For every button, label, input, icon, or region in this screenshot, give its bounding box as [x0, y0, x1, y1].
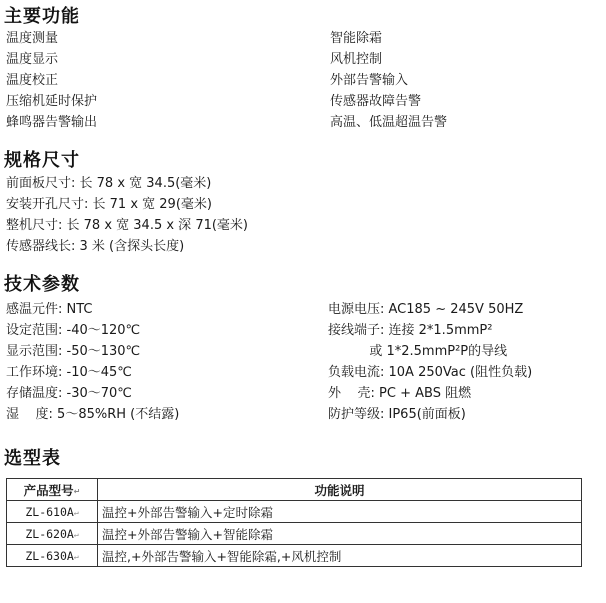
column-header-model: 产品型号↵ [7, 479, 98, 501]
functions-heading: 主要功能 [4, 6, 80, 27]
param-line: 负载电流: 10A 250Vac (阻性负载) [328, 365, 533, 380]
function-item: 温度测量 [6, 31, 59, 46]
param-line: 外 壳: PC + ABS 阻燃 [328, 386, 472, 401]
desc-cell: 温控+外部告警输入+智能除霜 [98, 523, 582, 545]
spec-line: 传感器线长: 3 米 (含探头长度) [6, 239, 185, 254]
function-item: 压缩机延时保护 [6, 94, 98, 109]
selection-heading: 选型表 [4, 448, 61, 469]
return-mark-icon: ↵ [73, 529, 79, 539]
param-line: 工作环境: -10～45℃ [6, 365, 132, 380]
desc-cell: 温控,+外部告警输入+智能除霜,+风机控制 [98, 545, 582, 567]
desc-cell: 温控+外部告警输入+定时除霜 [98, 501, 582, 523]
return-mark-icon: ↵ [73, 486, 81, 496]
param-line: 感温元件: NTC [6, 302, 93, 317]
function-item: 高温、低温超温告警 [330, 115, 448, 130]
param-line: 电源电压: AC185 ~ 245V 50HZ [328, 302, 524, 317]
table-row [7, 501, 582, 523]
selection-table [6, 478, 582, 567]
return-mark-icon: ↵ [73, 551, 79, 561]
function-item: 风机控制 [330, 52, 383, 67]
param-line: 或 1*2.5mmP²P的导线 [328, 344, 508, 359]
function-item: 传感器故障告警 [330, 94, 422, 109]
column-header-desc: 功能说明 [98, 479, 582, 501]
param-line: 显示范围: -50～130℃ [6, 344, 141, 359]
model-cell: ZL-630A↵ [7, 545, 98, 567]
function-item: 温度显示 [6, 52, 59, 67]
table-row [7, 523, 582, 545]
spec-line: 安装开孔尺寸: 长 71 x 宽 29(毫米) [6, 197, 212, 212]
param-line: 存储温度: -30～70℃ [6, 386, 132, 401]
table-row [7, 545, 582, 567]
param-line: 设定范围: -40～120℃ [6, 323, 141, 338]
function-item: 智能除霜 [330, 31, 383, 46]
spec-line: 整机尺寸: 长 78 x 宽 34.5 x 深 71(毫米) [6, 218, 248, 233]
function-item: 外部告警输入 [330, 73, 409, 88]
return-mark-icon: ↵ [73, 507, 79, 517]
function-item: 蜂鸣器告警输出 [6, 115, 98, 130]
spec-line: 前面板尺寸: 长 78 x 宽 34.5(毫米) [6, 176, 212, 191]
table-header-row [7, 479, 582, 501]
specs-heading: 规格尺寸 [4, 150, 80, 171]
model-cell: ZL-610A↵ [7, 501, 98, 523]
function-item: 温度校正 [6, 73, 59, 88]
param-line: 接线端子: 连接 2*1.5mmP² [328, 323, 493, 338]
param-line: 湿 度: 5～85%RH (不结露) [6, 407, 180, 422]
param-line: 防护等级: IP65(前面板) [328, 407, 466, 422]
model-cell: ZL-620A↵ [7, 523, 98, 545]
params-heading: 技术参数 [4, 274, 80, 295]
